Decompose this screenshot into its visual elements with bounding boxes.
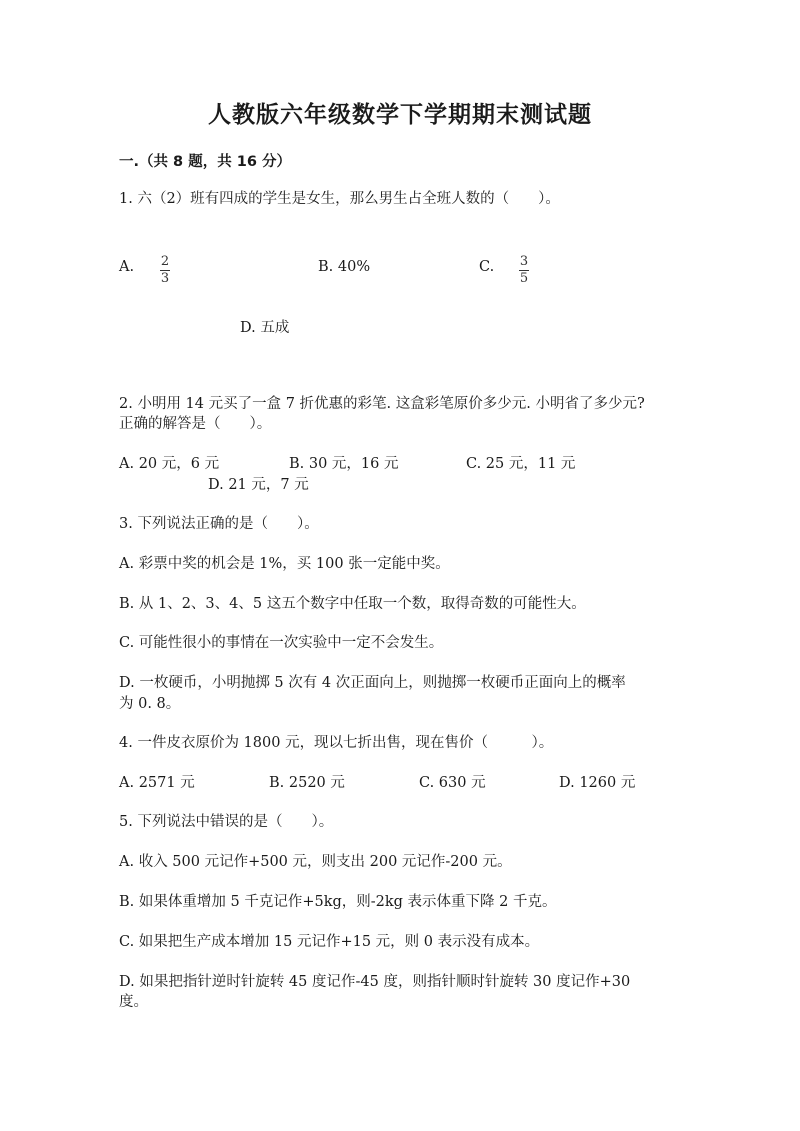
section-heading: 一.（共 8 题，共 16 分）	[119, 154, 291, 170]
q1-stem: 1. 六（2）班有四成的学生是女生，那么男生占全班人数的（ ）。	[119, 191, 560, 207]
q4-option-c: C. 630 元	[419, 775, 486, 791]
q1-option-d: D. 五成	[240, 320, 290, 336]
q4-option-b: B. 2520 元	[269, 775, 345, 791]
q1-option-a-label: A.	[119, 259, 135, 275]
q4-option-a: A. 2571 元	[119, 775, 195, 791]
q2-option-c: C. 25 元，11 元	[466, 456, 576, 472]
q3-option-d-line2: 为 0. 8。	[119, 696, 181, 712]
q2-option-b: B. 30 元，16 元	[289, 456, 399, 472]
q3-stem: 3. 下列说法正确的是（ ）。	[119, 516, 319, 532]
q5-option-d-line1: D. 如果把指针逆时针旋转 45 度记作-45 度，则指针顺时针旋转 30 度记作+30	[119, 974, 631, 990]
q3-option-b: B. 从 1、2、3、4、5 这五个数字中任取一个数，取得奇数的可能性大。	[119, 596, 586, 612]
q1-option-b: B. 40%	[318, 259, 371, 275]
fraction-numerator: 3	[519, 254, 529, 269]
q4-stem: 4. 一件皮衣原价为 1800 元，现以七折出售，现在售价（ ）。	[119, 735, 554, 751]
q2-option-a: A. 20 元，6 元	[119, 456, 220, 472]
q4-option-d: D. 1260 元	[559, 775, 636, 791]
q5-stem: 5. 下列说法中错误的是（ ）。	[119, 814, 334, 830]
fraction-numerator: 2	[160, 254, 170, 269]
q3-option-c: C. 可能性很小的事情在一次实验中一定不会发生。	[119, 635, 444, 651]
page-title: 人教版六年级数学下学期期末测试题	[208, 102, 592, 128]
fraction-denominator: 5	[519, 271, 529, 286]
q3-option-d-line1: D. 一枚硬币，小明抛掷 5 次有 4 次正面向上，则抛掷一枚硬币正面向上的概率	[119, 675, 626, 691]
fraction-denominator: 3	[160, 271, 170, 286]
q1-option-a-fraction	[160, 250, 170, 286]
q5-option-a: A. 收入 500 元记作+500 元，则支出 200 元记作-200 元。	[119, 854, 512, 870]
q2-stem-line2: 正确的解答是（ ）。	[119, 416, 272, 432]
q5-option-b: B. 如果体重增加 5 千克记作+5kg，则-2kg 表示体重下降 2 千克。	[119, 894, 557, 910]
q1-option-c-fraction	[519, 250, 529, 286]
q5-option-d-line2: 度。	[119, 994, 148, 1010]
q5-option-c: C. 如果把生产成本增加 15 元记作+15 元，则 0 表示没有成本。	[119, 934, 540, 950]
q2-stem-line1: 2. 小明用 14 元买了一盒 7 折优惠的彩笔. 这盒彩笔原价多少元. 小明省了多少元?	[119, 396, 645, 412]
q3-option-a: A. 彩票中奖的机会是 1%，买 100 张一定能中奖。	[119, 556, 450, 572]
q2-option-d: D. 21 元，7 元	[208, 477, 309, 493]
q1-option-c-label: C.	[479, 259, 495, 275]
